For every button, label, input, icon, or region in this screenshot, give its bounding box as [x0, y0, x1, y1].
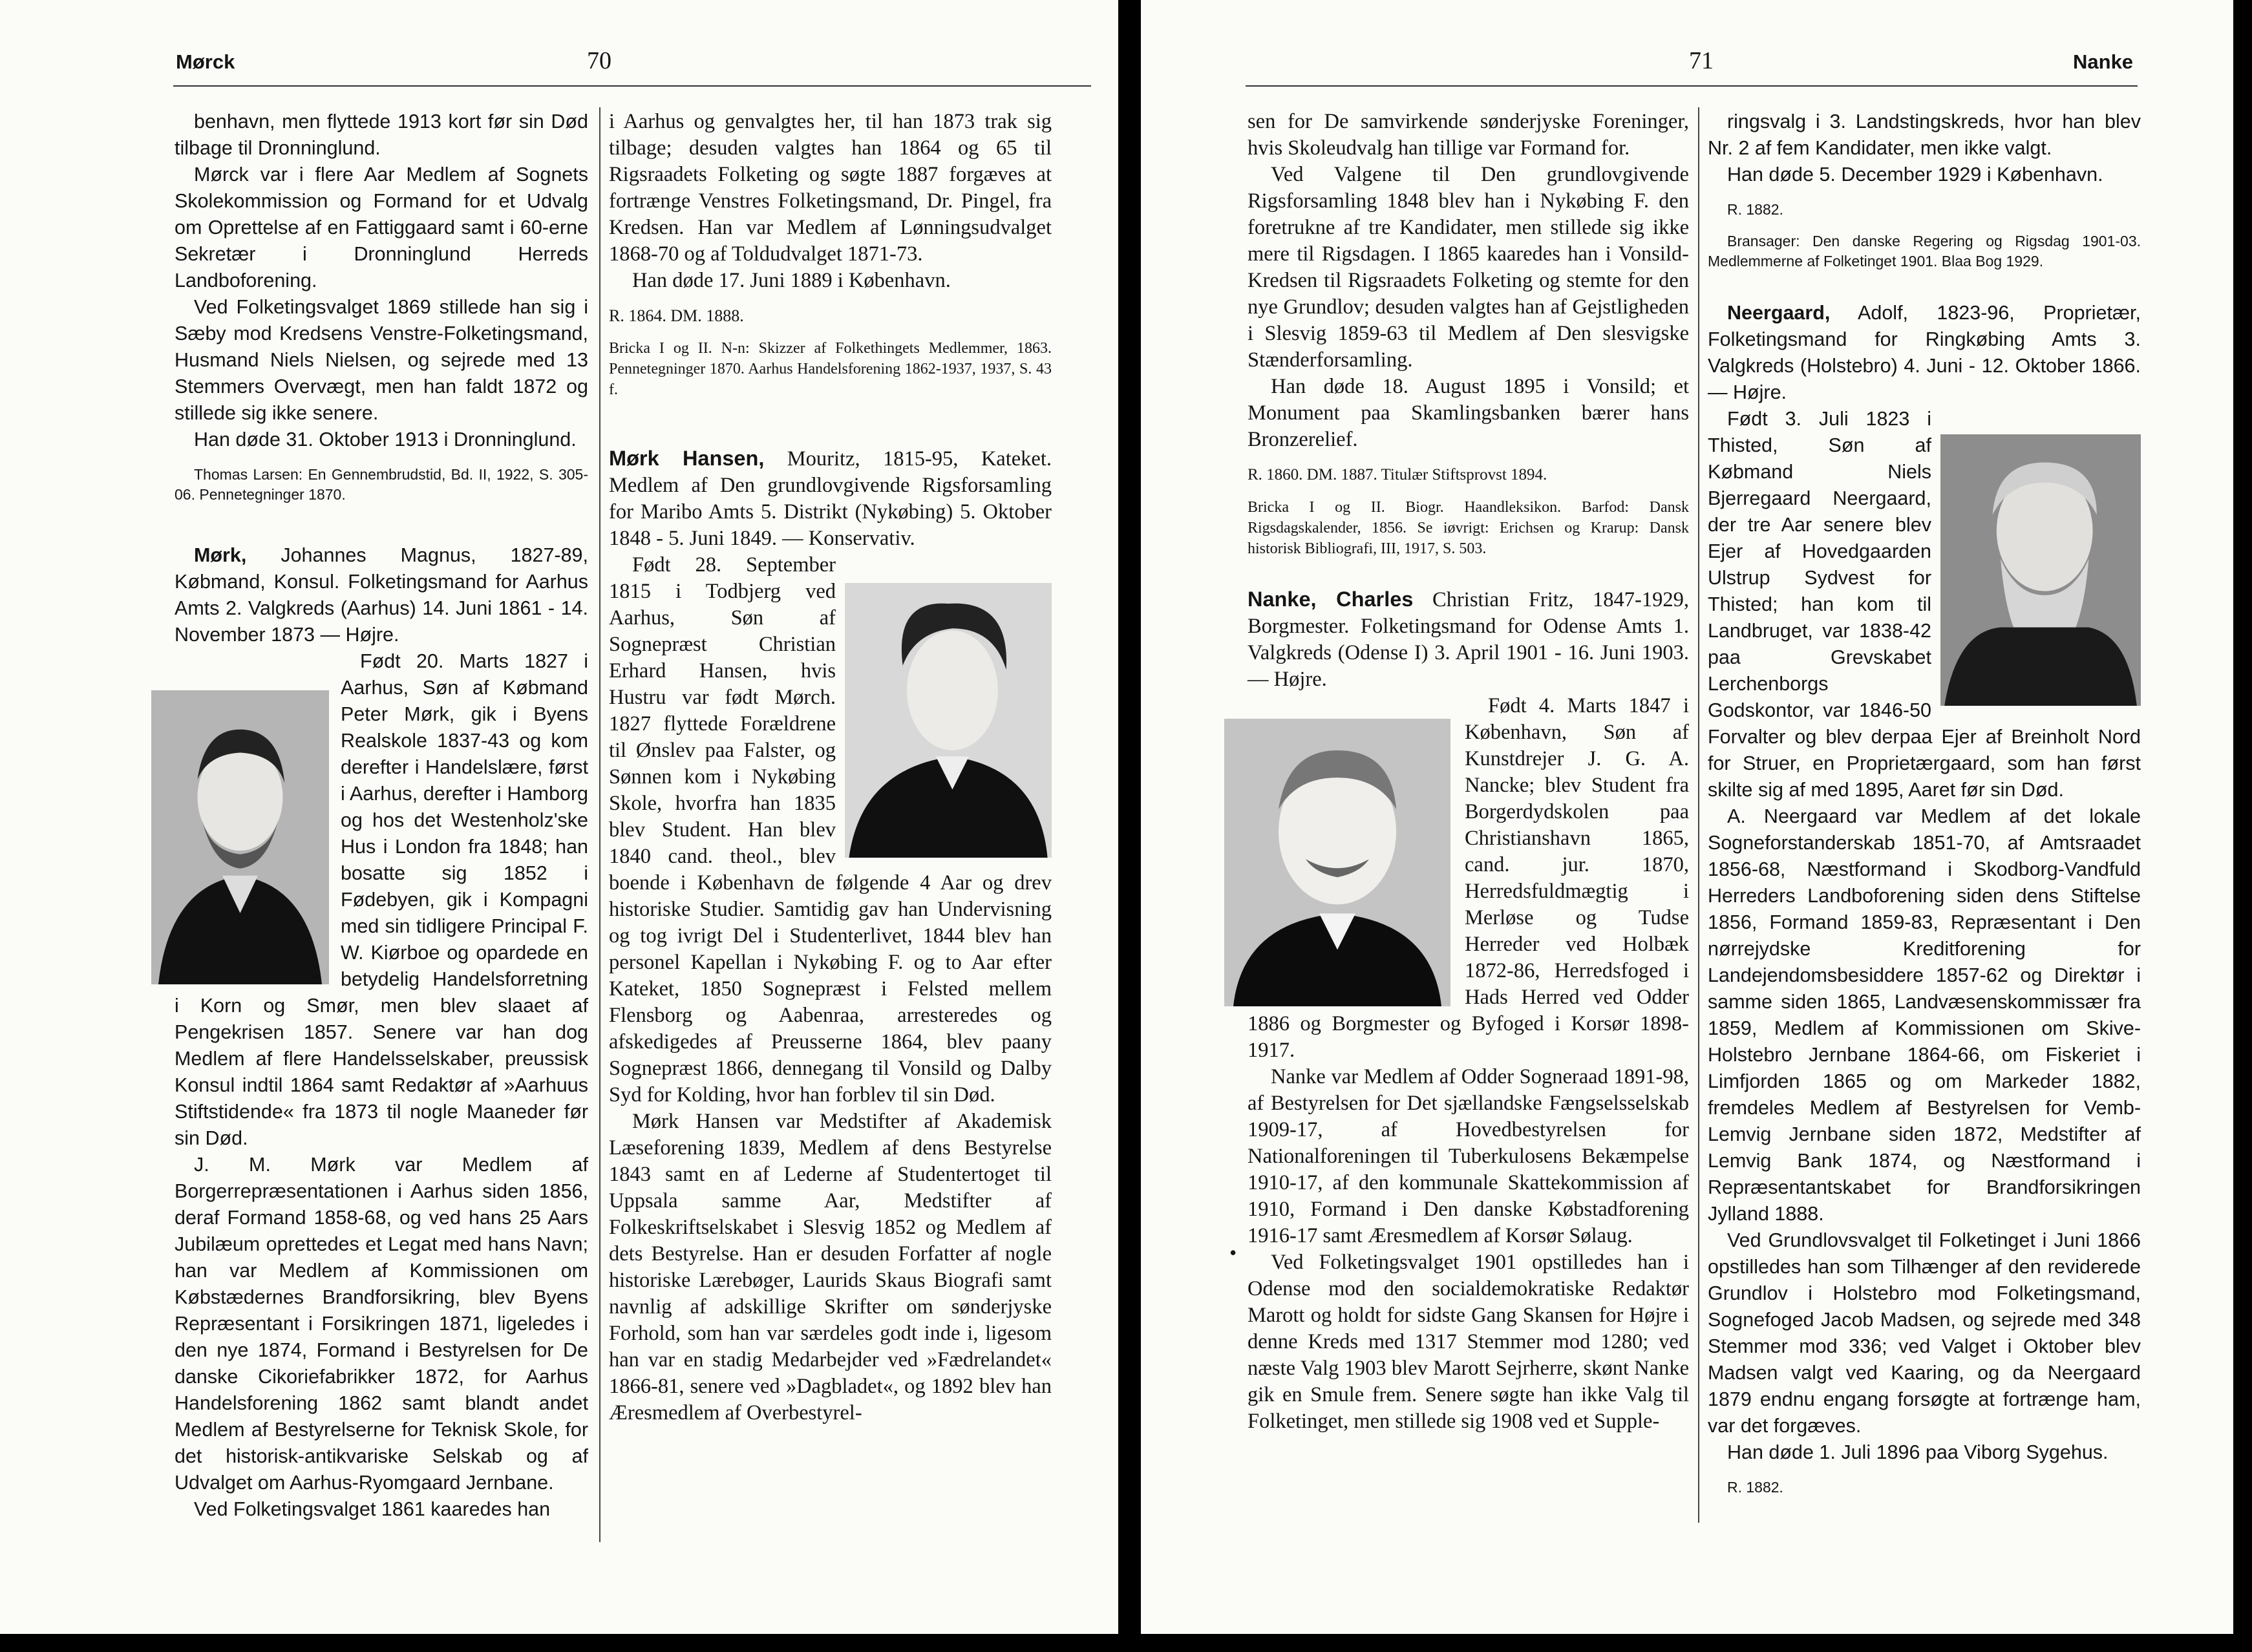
paragraph: Han døde 1. Juli 1896 paa Viborg Sygehus.	[1727, 1441, 2109, 1463]
paragraph: Han døde 31. Oktober 1913 i Dronninglund.	[194, 429, 577, 450]
paragraph: i Aarhus og genvalgtes her, til han 1873 trak sig tilbage; desuden valgtes han 1864 og 65 til Rigsraadets Folketing og søgte 1887 forgæves at fortrænge Venstres Folketingsmand, Dr. Pingel, fra Kredsen. Han var Medlem af Lønningsudvalget 1868-70 og af Toldudvalget 1871-73.	[609, 110, 1052, 266]
left-running-header	[0, 32, 1118, 84]
entry-heading: Mørk Hansen, Mouritz, 1815-95, Kateket. Medlem af Den grundlovgivende Rigsforsamling for Maribo Amts 5. Distrikt (Nykøbing) 5. Oktober 1848 - 5. Juni 1849. — Konservativ.	[609, 447, 1052, 550]
paragraph: A. Neergaard var Medlem af det lokale Sogneforstanderskab 1851-70, af Amtsraadet 1856-68, Næstformand i Skodborg-Vandfuld Herreders Landboforening siden dens Stiftelse 1856, Formand 1859-83, Repræsentant i Den nørrejydske Kreditforening for Landejendomsbesiddere 1857-62 og Direktør i samme siden 1865, Landvæsenskommissær fra 1859, Medlem af Kommissionen om Skive-Holstebro Jernbane 1864-66, om Fiskeriet i Limfjorden 1865 og om Markeder 1882, fremdeles Medlem af Bestyrelsen for Vemb-Lemvig Jernbane siden 1872, Medstifter af Lemvig Bank 1874, og Næstformand i Repræsentantskabet for Brandforsikringen Jylland 1888.	[1708, 805, 2141, 1225]
paragraph: Ved Folketingsvalget 1901 opstilledes han i Odense mod den socialdemokratiske Redaktør Marott og holdt for sidste Gang Skansen for Højre i denne Kreds med 1317 Stemmer mod 1280; ved næste Valg 1903 blev Marott Sejrherre, skønt Nanke gik en Smule frem. Senere søgte han ikke Valg til Folketinget, men stillede sig 1908 ved et Supple-	[1248, 1251, 1689, 1433]
paragraph: Mørck var i flere Aar Medlem af Sognets Skolekommission og Formand for et Udvalg om Oprettelse af en Fattiggaard samt i 60-erne Sekretær i Dronninglund Herreds Landboforening.	[175, 164, 588, 291]
paragraph: Ved Folketingsvalget 1861 kaaredes han	[194, 1498, 551, 1520]
paragraph: J. M. Mørk var Medlem af Borgerrepræsentationen i Aarhus siden 1856, deraf Formand 1858-68, og ved hans 25 Aars Jubilæum oprettedes et Legat med hans Navn; han var Medlem af Kommissionen om Købstædernes Brandforsikring, blev Byens Repræsentant i Forsikringen 1871, ligeledes i den nye 1874, Formand i Bestyrelsen for De danske Cikoriefabrikker 1872, for Aarhus Handelsforening 1862 samt blandt andet Medlem af Bestyrelserne for Teknisk Skole, for det historisk-antikvariske Selskab og af Udvalget om Aarhus-Ryomgaard Jernbane.	[175, 1154, 588, 1494]
paragraph: ringsvalg i 3. Landstingskreds, hvor han blev Nr. 2 af fem Kandidater, men ikke valgt.	[1708, 111, 2141, 159]
source-note: Bricka I og II. Biogr. Haandleksikon. Barfod: Dansk Rigsdagskalender, 1856. Se iøvrigt: Erichsen og Krarup: Dansk historisk Bibliografi, III, 1917, S. 503.	[1248, 499, 1689, 557]
paragraph: benhavn, men flyttede 1913 kort før sin Død tilbage til Dronninglund.	[175, 111, 588, 159]
right-column-2	[1708, 109, 2141, 1498]
paragraph: sen for De samvirkende sønderjyske Foreninger, hvis Skoleudvalg han tillige var Formand for.	[1248, 110, 1689, 160]
right-running-header	[1141, 32, 2233, 84]
entry-name: Nanke, Charles	[1248, 588, 1414, 611]
margin-mark: •	[1229, 1241, 1237, 1264]
left-page	[0, 0, 1118, 1634]
paragraph: Ved Folketingsvalget 1869 stillede han sig i Sæby mod Kredsens Venstre-Folketingsmand, Husmand Niels Nielsen, og sejrede med 13 Stemmers Overvægt, men han faldt 1872 og stillede sig ikke senere.	[175, 296, 588, 424]
portrait-photo-mork-hansen	[845, 583, 1052, 858]
paragraph: Nanke var Medlem af Odder Sogneraad 1891-98, af Bestyrelsen for Det sjællandske Fængselsselskab 1909-17, af Hovedbestyrelsen for Nationalforeningen til Tuberkulosens Bekæmpelse 1910-17, af den kommunale Skattekommission af 1910, Formand i Den danske Købstadforening 1916-17 samt Æresmedlem af Korsør Sølaug.	[1248, 1065, 1689, 1247]
left-header-rule	[173, 85, 1091, 87]
right-column-divider	[1698, 107, 1699, 1523]
reference-line: R. 1860. DM. 1887. Titulær Stiftsprovst 1894.	[1248, 466, 1547, 483]
source-note: Bricka I og II. N-n: Skizzer af Folkethingets Medlemmer, 1863. Pennetegninger 1870. Aarhus Handelsforening 1862-1937, 1937, S. 43 f.	[609, 340, 1052, 398]
portrait-photo-neergaard	[1940, 434, 2141, 706]
paragraph: Født 28. September 1815 i Todbjerg ved Aarhus, Søn af Sognepræst Christian Erhard Hansen, hvis Hustru var født Mørch. 1827 flyttede Forældrene til Ønslev paa Falster, og Sønnen kom i Nykøbing Skole, hvorfra han 1835 blev Student. Han blev 1840 cand. theol., blev boende i København de følgende 4 Aar og drev historiske Studier. Samtidig gav han Undervisning og tog ivrigt Del i Studenterlivet, 1844 blev han personel Kapellan i Nykøbing F. og to Aar efter Kateket, 1850 Sognepræst i Felsted mellem Flensborg og Aabenraa, arresteredes og afskedigedes af Preusserne 1864, blev paany Sognepræst 1866, dennegang til Vonsild og Dalby Syd for Kolding, hvor han forblev til sin Død.	[609, 553, 1052, 1107]
paragraph: Han døde 5. December 1929 i København.	[1727, 164, 2103, 185]
right-header-rule	[1246, 85, 2138, 87]
left-running-head-name: Mørck	[176, 50, 235, 73]
paragraph: Han døde 17. Juni 1889 i København.	[632, 269, 951, 292]
source-note: Thomas Larsen: En Gennembrudstid, Bd. II, 1922, S. 305-06. Pennetegninger 1870.	[175, 466, 588, 503]
portrait-photo-nanke	[1224, 719, 1450, 1006]
left-page-number: 70	[587, 47, 611, 74]
left-column-1	[175, 109, 588, 1523]
paragraph: Født 4. Marts 1847 i København, Søn af Kunstdrejer J. G. A. Nancke; blev Student fra Borgerdydskolen paa Christianshavn 1865, cand. jur. 1870, Herredsfuldmægtig i Merløse og Tudse Herreder ved Holbæk 1872-86, Herredsfoged i Hads Herred ved Odder 1886 og Borgmester og Byfoged i Korsør 1898-1917.	[1248, 693, 1689, 1064]
reference-line: R. 1864. DM. 1888.	[609, 306, 744, 325]
paragraph: Mørk Hansen var Medstifter af Akademisk Læseforening 1839, Medlem af dens Bestyrelse 1843 samt en af Lederne af Studentertoget til Uppsala samme Aar, Medstifter af Folkeskriftselskabet i Slesvig 1852 og Medlem af dets Bestyrelse. Han er desuden Forfatter af nogle historiske Lærebøger, Laurids Skaus Biografi samt navnlig af adskillige Skrifter om sønderjyske Forhold, som han var særdeles godt inde i, ligesom han var en stadig Medarbejder ved »Fædrelandet« 1866-81, senere ved »Dagbladet«, og 1892 blev han Æresmedlem af Overbestyrel-	[609, 1110, 1052, 1424]
entry-heading: Neergaard, Adolf, 1823-96, Proprietær, Folketingsmand for Ringkøbing Amts 3. Valgkreds (Holstebro) 4. Juni - 12. Oktober 1866. — Højre.	[1708, 302, 2141, 403]
left-column-2	[609, 109, 1052, 1426]
paragraph: Han døde 18. August 1895 i Vonsild; et Monument paa Skamlingsbanken bærer hans Bronzerelief.	[1248, 375, 1689, 451]
reference-line: R. 1882.	[1727, 1479, 1783, 1496]
reference-line: R. 1882.	[1727, 201, 1783, 218]
right-running-head-name: Nanke	[2073, 50, 2134, 73]
right-page-number: 71	[1689, 47, 1714, 74]
entry-name: Neergaard,	[1727, 302, 1831, 324]
entry-name: Mørk Hansen,	[609, 447, 765, 470]
right-page	[1141, 0, 2233, 1634]
paragraph: Ved Valgene til Den grundlovgivende Rigsforsamling 1848 blev han i Nykøbing F. den foretrukne af tre Kandidater, men stillede sig ikke mere til Rigsdagen. I 1865 kaaredes han i Vonsild-Kredsen til Rigsraadets Folketing og stemte for den nye Grundlov; desuden valgtes han af Gejstligheden i Slesvig 1859-63 til Medlem af Den slesvigske Stænderforsamling.	[1248, 163, 1689, 372]
paragraph: Født 3. Juli 1823 i Thisted, Søn af Købmand Niels Bjerregaard Neergaard, der tre Aar senere blev Ejer af Hovedgaarden Ulstrup Sydvest for Thisted; han kom til Landbruget, var 1838-42 paa Grevskabet Lerchenborgs Godskontor, var 1846-50 Forvalter og blev derpaa Ejer af Breinholt Nord for Struer, en Proprietærgaard, som han først skilte sig af med 1895, Aaret før sin Død.	[1708, 408, 2141, 801]
entry-heading: Nanke, Charles Christian Fritz, 1847-1929, Borgmester. Folketingsmand for Odense Amts 1. Valgkreds (Odense I) 3. April 1901 - 16. Juni 1903. — Højre.	[1248, 588, 1689, 691]
paragraph: Ved Grundlovsvalget til Folketinget i Juni 1866 opstilledes han som Tilhænger af den reviderede Grundlov i Holstebro mod Folketingsmand, Sognefoged Jacob Madsen, og sejrede med 348 Stemmer mod 336; ved Valget i Oktober blev Madsen valgt ved Kaaring, og da Neergaard 1879 endnu engang forsøgte at fortrænge ham, var det forgæves.	[1708, 1229, 2141, 1437]
left-column-divider	[599, 107, 600, 1542]
right-column-1	[1248, 109, 1689, 1435]
entry-name: Mørk,	[194, 544, 247, 566]
entry-heading: Mørk, Johannes Magnus, 1827-89, Købmand, Konsul. Folketingsmand for Aarhus Amts 2. Valgkreds (Aarhus) 14. Juni 1861 - 14. November 1873 — Højre.	[175, 544, 588, 646]
paragraph: Født 20. Marts 1827 i Aarhus, Søn af Købmand Peter Mørk, gik i Byens Realskole 1837-43 og kom derefter i Handelslære, først i Aarhus, derefter i Hamborg og hos det Westenholz'ske Hus i London fra 1848; han bosatte sig 1852 i Fødebyen, gik i Kompagni med sin tidligere Principal F. W. Kiørboe og opardede en betydelig Handelsforretning i Korn og Smør, men blev slaaet af Pengekrisen 1857. Senere var han dog Medlem af flere Handelsselskaber, preussisk Konsul indtil 1864 samt Redaktør af »Aarhuus Stiftstidende« fra 1873 til nogle Maaneder før sin Død.	[175, 648, 588, 1152]
portrait-photo-mork	[151, 690, 329, 984]
source-note: Bransager: Den danske Regering og Rigsdag 1901-03. Medlemmerne af Folketinget 1901. Blaa Bog 1929.	[1708, 233, 2141, 270]
